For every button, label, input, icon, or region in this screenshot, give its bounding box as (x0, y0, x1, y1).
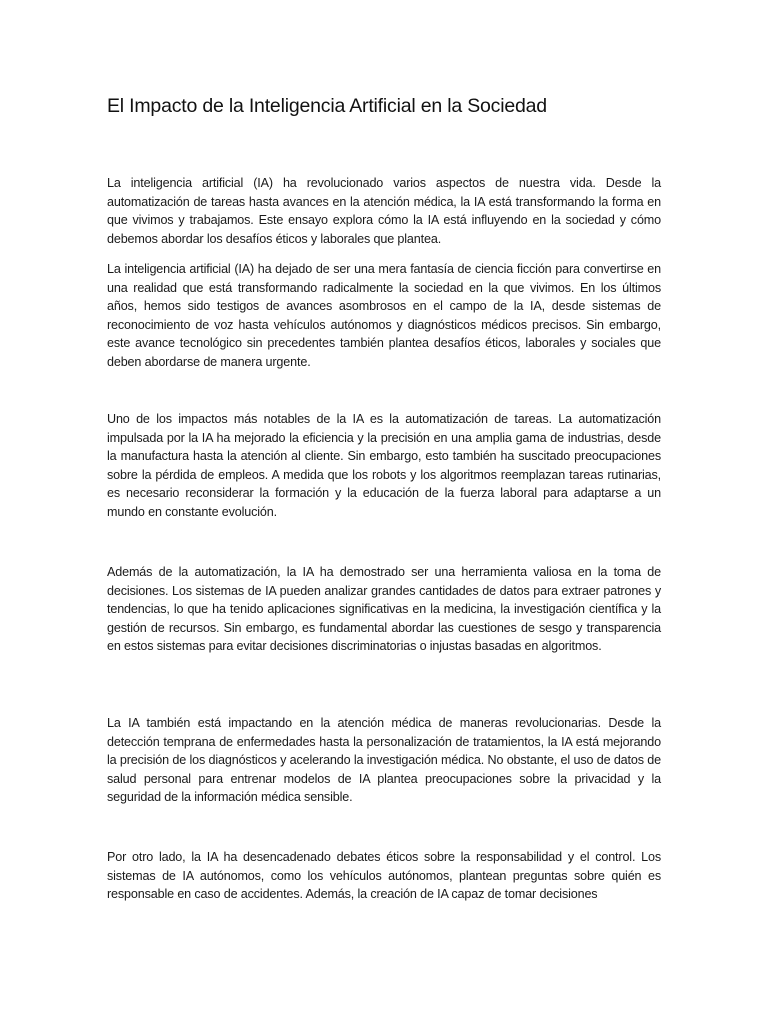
paragraph-intro: La inteligencia artificial (IA) ha revolucionado varios aspectos de nuestra vida. Desde la automatización de tareas hasta avances en la atención médica, la IA está transformando la forma en que vivimos y trabajamos. Este ensayo explora cómo la IA está influyendo en la sociedad y cómo debemos abordar los desafíos éticos y laborales que plantea. (107, 176, 661, 246)
paragraph-ethics: Por otro lado, la IA ha desencadenado debates éticos sobre la responsabilidad y el control. Los sistemas de IA autónomos, como los vehículos autónomos, plantean preguntas sobre quién es responsable en caso de accidentes. Además, la creación de IA capaz de tomar decisiones (107, 850, 661, 902)
paragraph-context: La inteligencia artificial (IA) ha dejado de ser una mera fantasía de ciencia ficción para convertirse en una realidad que está transformando radicalmente la sociedad en la que vivimos. En los últimos años, hemos sido testigos de avances asombrosos en el campo de la IA, desde sistemas de reconocimiento de voz hasta vehículos autónomos y diagnósticos médicos precisos. Sin embargo, este avance tecnológico sin precedentes también plantea desafíos éticos, laborales y sociales que deben abordarse de manera urgente. (107, 262, 661, 369)
paragraph-automation: Uno de los impactos más notables de la IA es la automatización de tareas. La automatización impulsada por la IA ha mejorado la eficiencia y la precisión en una amplia gama de industrias, desde la manufactura hasta la atención al cliente. Sin embargo, esto también ha suscitado preocupaciones sobre la pérdida de empleos. A medida que los robots y los algoritmos reemplazan tareas rutinarias, es necesario reconsiderar la formación y la educación de la fuerza laboral para adaptarse a un mundo en constante evolución. (107, 412, 661, 519)
document-title: El Impacto de la Inteligencia Artificial en la Sociedad (107, 95, 547, 117)
paragraph-decision-making: Además de la automatización, la IA ha demostrado ser una herramienta valiosa en la toma de decisiones. Los sistemas de IA pueden analizar grandes cantidades de datos para extraer patrones y tendencias, lo que ha tenido aplicaciones significativas en la medicina, la investigación científica y la gestión de recursos. Sin embargo, es fundamental abordar las cuestiones de sesgo y transparencia en estos sistemas para evitar decisiones discriminatorias o injustas basadas en algoritmos. (107, 565, 661, 654)
paragraph-healthcare: La IA también está impactando en la atención médica de maneras revolucionarias. Desde la detección temprana de enfermedades hasta la personalización de tratamientos, la IA está mejorando la precisión de los diagnósticos y acelerando la investigación médica. No obstante, el uso de datos de salud personal para entrenar modelos de IA plantea preocupaciones sobre la privacidad y la seguridad de la información médica sensible. (107, 716, 661, 805)
